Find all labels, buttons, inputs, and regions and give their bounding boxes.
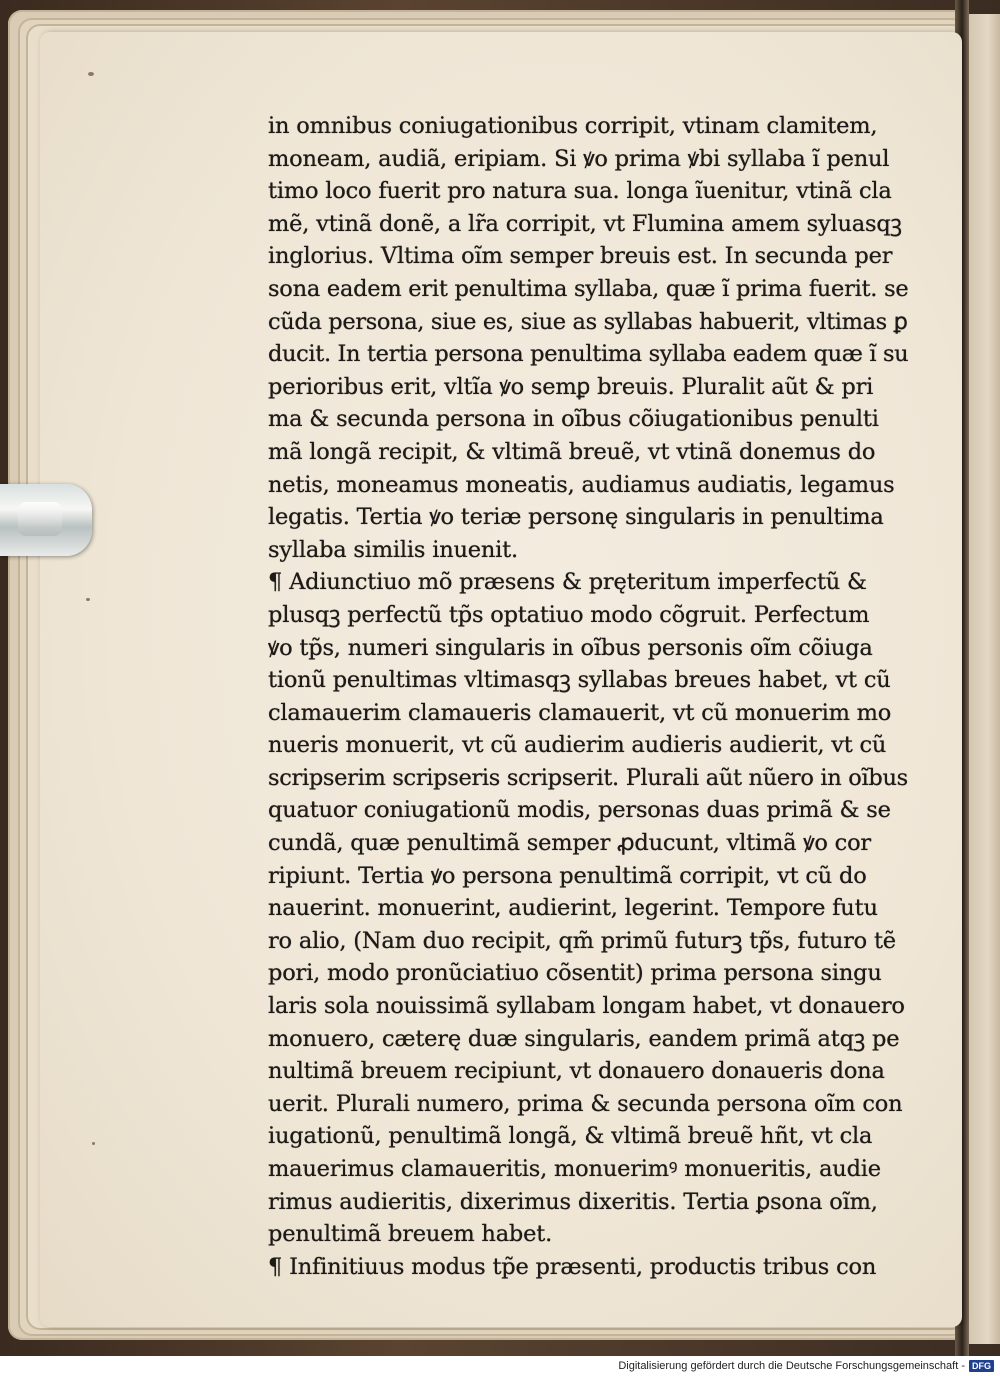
text-line: syllaba similis inuenit. xyxy=(268,536,518,563)
text-line: monuero, cæterę duæ singularis, eandem primã atqꝫ pe xyxy=(268,1025,900,1052)
digitization-footer xyxy=(0,1356,1000,1376)
text-line: quatuor coniugationũ modis, personas duas primã & se xyxy=(268,797,891,824)
footer-credit: Digitalisierung gefördert durch die Deutsche Forschungsgemeinschaft - xyxy=(618,1360,965,1372)
text-line: plusqꝫ perfectũ tp̃s optatiuo modo cõgruit. Perfectum xyxy=(268,601,870,628)
text-line: ¶ Infinitiuus modus tp̃e præsenti, productis tribus con xyxy=(268,1253,877,1280)
glass-page-clip xyxy=(0,484,92,556)
printed-text-block xyxy=(268,110,908,1283)
text-line: legatis. Tertia ꝟo teriæ personę singularis in penultima xyxy=(268,504,884,531)
text-line: mẽ, vtinã donẽ, a lr̃a corripit, vt Flumina amem syluasqꝫ xyxy=(268,210,902,237)
text-line: rimus audieritis, dixerimus dixeritis. Tertia ꝑsona oĩm, xyxy=(268,1188,878,1215)
paper-speck xyxy=(88,72,94,76)
text-line: uerit. Plurali numero, prima & secunda persona oĩm con xyxy=(268,1090,903,1117)
text-line: in omnibus coniugationibus corripit, vtinam clamitem, xyxy=(268,113,878,139)
facing-page-edge xyxy=(964,14,1000,1344)
text-line: ducit. In tertia persona penultima syllaba eadem quæ ĩ su xyxy=(268,341,908,368)
text-line: mã longã recipit, & vltimã breuẽ, vt vtinã donemus do xyxy=(268,438,876,465)
text-line: ma & secunda persona in oĩbus cõiugationibus penulti xyxy=(268,406,879,433)
text-line: timo loco fuerit pro natura sua. longa ĩuenitur, vtinã cla xyxy=(268,178,892,205)
text-line: ¶ Adiunctiuo mõ præsens & pręteritum imperfectũ & xyxy=(268,569,867,596)
text-line: sona eadem erit penultima syllaba, quæ ĩ prima fuerit. se xyxy=(268,275,908,302)
text-line: pori, modo pronũciatiuo cõsentit) prima persona singu xyxy=(268,960,882,987)
text-line: perioribus erit, vltĩa ꝟo semꝑ breuis. Pluralit aũt & pri xyxy=(268,373,874,400)
text-line: cũda persona, siue es, siue as syllabas habuerit, vltimas ꝑ xyxy=(268,308,908,335)
text-line: cundã, quæ penultimã semper ꝓducunt, vltimã ꝟo cor xyxy=(268,830,871,857)
text-line: nueris monuerit, vt cũ audierim audieris audierit, vt cũ xyxy=(268,732,887,759)
text-line: ꝟo tp̃s, numeri singularis in oĩbus personis oĩm cõiuga xyxy=(268,634,873,661)
text-line: nultimã breuem recipiunt, vt donauero donaueris dona xyxy=(268,1058,885,1085)
dfg-logo-icon: DFG xyxy=(969,1360,994,1372)
paper-speck xyxy=(92,1142,95,1145)
text-line: iugationũ, penultimã longã, & vltimã breuẽ hñt, vt cla xyxy=(268,1123,873,1150)
text-line: inglorius. Vltima oĩm semper breuis est. In secunda per xyxy=(268,243,893,270)
text-line: scripserim scripseris scripserit. Plurali aũt nũero in oĩbus xyxy=(268,764,908,791)
text-line: clamauerim clamaueris clamauerit, vt cũ monuerim mo xyxy=(268,699,892,726)
text-line: moneam, audiã, eripiam. Si ꝟo prima ꝟbi syllaba ĩ penul xyxy=(268,145,890,172)
paper-speck xyxy=(86,598,90,601)
text-line: penultimã breuem habet. xyxy=(268,1221,553,1248)
text-line: mauerimus clamaueritis, monuerimꝰ monueritis, audie xyxy=(268,1156,881,1182)
text-line: laris sola nouissimã syllabam longam habet, vt donauero xyxy=(268,993,905,1020)
text-line: ro alio, (Nam duo recipit, qm̃ primũ futurꝫ tp̃s, futuro tẽ xyxy=(268,927,896,954)
text-line: netis, moneamus moneatis, audiamus audiatis, legamus xyxy=(268,471,895,498)
text-line: nauerint. monuerint, audierint, legerint. Tempore futu xyxy=(268,895,878,922)
text-line: ripiunt. Tertia ꝟo persona penultimã corripit, vt cũ do xyxy=(268,862,867,889)
text-line: tionũ penultimas vltimasqꝫ syllabas breues habet, vt cũ xyxy=(268,667,891,694)
